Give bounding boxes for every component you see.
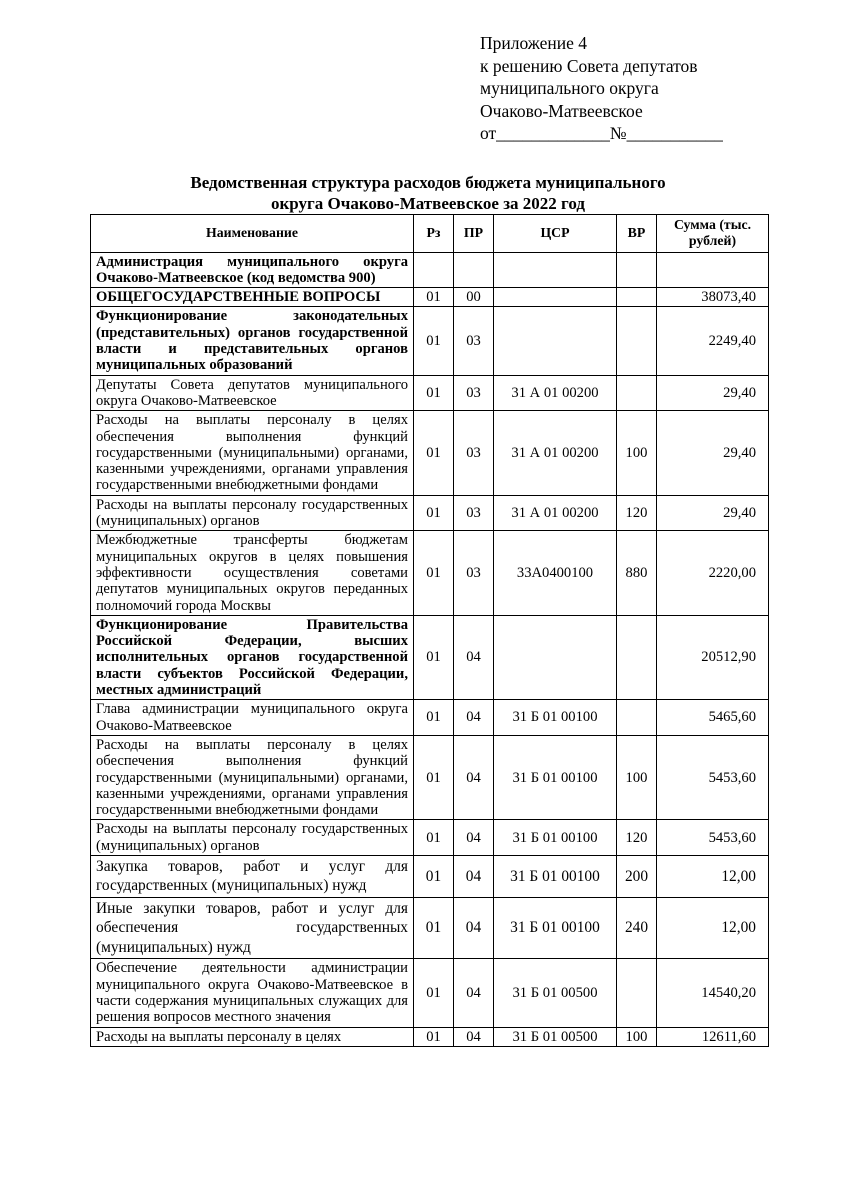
cell-rz: 01 xyxy=(414,735,454,819)
cell-name: Расходы на выплаты персоналу в целях обеспечения выполнения функций государственными (муниципальными) органами, казенными учреждениями, органами управления государственными внебюджетными фондами xyxy=(91,411,414,495)
cell-name: Межбюджетные трансферты бюджетам муниципальных округов в целях повышения эффективности осуществления советами депутатов муниципальных округов переданных полномочий города Москвы xyxy=(91,531,414,615)
cell-name: Расходы на выплаты персоналу в целях обеспечения выполнения функций государственными (муниципальными) органами, казенными учреждениями, органами управления государственными внебюджетными фондами xyxy=(91,735,414,819)
cell-pr: 00 xyxy=(454,288,494,307)
cell-rz: 01 xyxy=(414,288,454,307)
header-rz: Рз xyxy=(414,215,454,253)
title-line: округа Очаково-Матвеевское за 2022 год xyxy=(271,194,585,213)
cell-sum: 12611,60 xyxy=(657,1027,769,1046)
cell-name: Обеспечение деятельности администрации муниципального округа Очаково-Матвеевское в части содержания муниципальных служащих для решения вопросов местного значения xyxy=(91,959,414,1027)
cell-csr: 31 Б 01 00100 xyxy=(494,897,617,959)
cell-sum: 2220,00 xyxy=(657,531,769,615)
cell-pr: 04 xyxy=(454,959,494,1027)
cell-sum xyxy=(657,252,769,288)
cell-name: Расходы на выплаты персоналу в целях xyxy=(91,1027,414,1046)
cell-pr: 03 xyxy=(454,411,494,495)
cell-csr xyxy=(494,252,617,288)
cell-sum: 14540,20 xyxy=(657,959,769,1027)
cell-vr: 880 xyxy=(617,531,657,615)
cell-vr: 240 xyxy=(617,897,657,959)
table-row xyxy=(91,615,769,699)
cell-vr: 100 xyxy=(617,1027,657,1046)
cell-rz: 01 xyxy=(414,700,454,736)
cell-rz: 01 xyxy=(414,411,454,495)
cell-pr: 03 xyxy=(454,375,494,411)
cell-sum: 2249,40 xyxy=(657,307,769,375)
cell-vr xyxy=(617,288,657,307)
cell-pr xyxy=(454,252,494,288)
table-row xyxy=(91,495,769,531)
cell-vr xyxy=(617,252,657,288)
cell-sum: 20512,90 xyxy=(657,615,769,699)
table-row xyxy=(91,735,769,819)
cell-vr: 200 xyxy=(617,855,657,897)
title-line: Ведомственная структура расходов бюджета муниципального xyxy=(190,173,666,192)
cell-sum: 12,00 xyxy=(657,897,769,959)
cell-sum: 5465,60 xyxy=(657,700,769,736)
cell-csr: 31 Б 01 00100 xyxy=(494,735,617,819)
header-sum: Сумма (тыс. рублей) xyxy=(657,215,769,253)
header-pr: ПР xyxy=(454,215,494,253)
cell-pr: 03 xyxy=(454,495,494,531)
cell-sum: 29,40 xyxy=(657,495,769,531)
cell-csr xyxy=(494,307,617,375)
cell-name: Иные закупки товаров, работ и услуг для обеспечения государственных (муниципальных) нужд xyxy=(91,897,414,959)
table-row xyxy=(91,531,769,615)
cell-rz: 01 xyxy=(414,820,454,856)
appendix-line: к решению Совета депутатов xyxy=(480,55,698,76)
cell-vr xyxy=(617,375,657,411)
cell-csr xyxy=(494,288,617,307)
cell-name: Расходы на выплаты персоналу государственных (муниципальных) органов xyxy=(91,820,414,856)
cell-name: Расходы на выплаты персоналу государственных (муниципальных) органов xyxy=(91,495,414,531)
cell-vr: 100 xyxy=(617,411,657,495)
cell-pr: 04 xyxy=(454,855,494,897)
cell-rz: 01 xyxy=(414,495,454,531)
appendix-line: Приложение 4 xyxy=(480,33,588,53)
cell-rz: 01 xyxy=(414,897,454,959)
appendix-line: Очаково-Матвеевское xyxy=(480,100,643,121)
table-row xyxy=(91,375,769,411)
cell-rz: 01 xyxy=(414,307,454,375)
cell-name: Функционирование Правительства Российской Федерации, высших исполнительных органов государственной власти субъектов Российской Федерации, местных администраций xyxy=(91,615,414,699)
cell-rz: 01 xyxy=(414,1027,454,1046)
cell-csr xyxy=(494,615,617,699)
cell-csr: 31 А 01 00200 xyxy=(494,411,617,495)
table-row xyxy=(91,855,769,897)
cell-pr: 04 xyxy=(454,735,494,819)
cell-sum: 38073,40 xyxy=(657,288,769,307)
cell-name: Функционирование законодательных (представительных) органов государственной власти и представительных органов муниципальных образований xyxy=(91,307,414,375)
header-vr: ВР xyxy=(617,215,657,253)
cell-vr xyxy=(617,615,657,699)
cell-name: Депутаты Совета депутатов муниципального округа Очаково-Матвеевское xyxy=(91,375,414,411)
cell-vr: 100 xyxy=(617,735,657,819)
cell-rz: 01 xyxy=(414,375,454,411)
cell-vr xyxy=(617,307,657,375)
table-row xyxy=(91,897,769,959)
table-row xyxy=(91,820,769,856)
cell-csr: 31 Б 01 00100 xyxy=(494,820,617,856)
cell-pr: 04 xyxy=(454,615,494,699)
cell-csr: 31 А 01 00200 xyxy=(494,375,617,411)
cell-vr xyxy=(617,959,657,1027)
cell-csr: 31 Б 01 00100 xyxy=(494,700,617,736)
appendix-date-number-line: от_____________№___________ xyxy=(480,123,723,143)
cell-csr: 31 Б 01 00500 xyxy=(494,1027,617,1046)
cell-csr: 31 Б 01 00500 xyxy=(494,959,617,1027)
table-row xyxy=(91,959,769,1027)
expenditure-table xyxy=(90,214,769,1047)
appendix-block xyxy=(480,32,723,145)
cell-pr: 04 xyxy=(454,700,494,736)
table-row xyxy=(91,1027,769,1046)
cell-name: Администрация муниципального округа Очаково-Матвеевское (код ведомства 900) xyxy=(91,252,414,288)
cell-name: Закупка товаров, работ и услуг для государственных (муниципальных) нужд xyxy=(91,855,414,897)
cell-vr: 120 xyxy=(617,820,657,856)
cell-pr: 04 xyxy=(454,897,494,959)
appendix-line: муниципального округа xyxy=(480,78,659,98)
cell-vr: 120 xyxy=(617,495,657,531)
cell-csr: 31 А 01 00200 xyxy=(494,495,617,531)
cell-rz: 01 xyxy=(414,531,454,615)
document-title xyxy=(90,172,766,214)
cell-sum: 29,40 xyxy=(657,411,769,495)
table-row xyxy=(91,411,769,495)
cell-rz: 01 xyxy=(414,615,454,699)
cell-rz: 01 xyxy=(414,855,454,897)
table-row xyxy=(91,307,769,375)
header-csr: ЦСР xyxy=(494,215,617,253)
cell-pr: 03 xyxy=(454,531,494,615)
table-row xyxy=(91,252,769,288)
cell-csr: 31 Б 01 00100 xyxy=(494,855,617,897)
table-row xyxy=(91,288,769,307)
cell-pr: 04 xyxy=(454,820,494,856)
cell-rz: 01 xyxy=(414,959,454,1027)
cell-vr xyxy=(617,700,657,736)
cell-pr: 03 xyxy=(454,307,494,375)
header-name: Наименование xyxy=(91,215,414,253)
cell-sum: 12,00 xyxy=(657,855,769,897)
cell-sum: 5453,60 xyxy=(657,820,769,856)
cell-sum: 5453,60 xyxy=(657,735,769,819)
cell-rz xyxy=(414,252,454,288)
cell-name: ОБЩЕГОСУДАРСТВЕННЫЕ ВОПРОСЫ xyxy=(91,288,414,307)
cell-name: Глава администрации муниципального округа Очаково-Матвеевское xyxy=(91,700,414,736)
table-row xyxy=(91,700,769,736)
cell-sum: 29,40 xyxy=(657,375,769,411)
cell-csr: 33А0400100 xyxy=(494,531,617,615)
table-header-row xyxy=(91,215,769,253)
cell-pr: 04 xyxy=(454,1027,494,1046)
